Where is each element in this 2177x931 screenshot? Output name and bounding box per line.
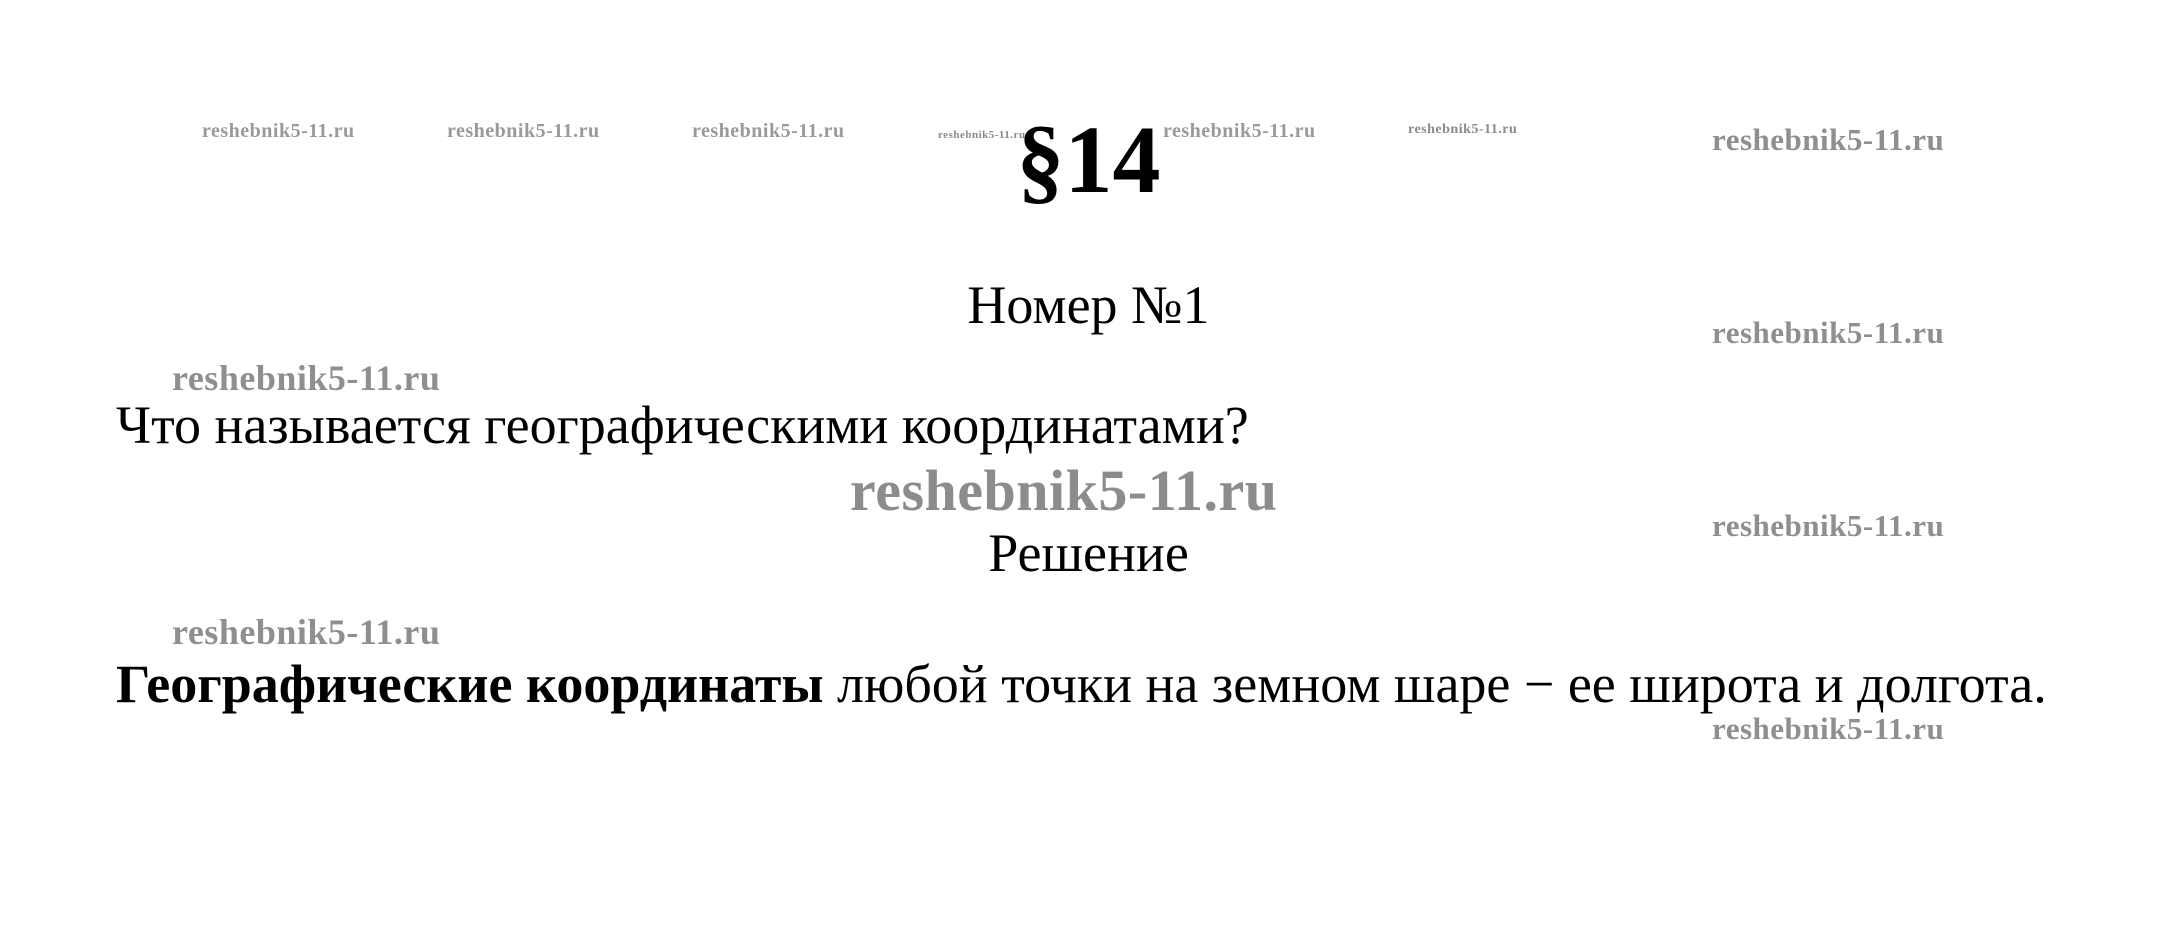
watermark: reshebnik5-11.ru [1712, 508, 1945, 543]
watermark: reshebnik5-11.ru [172, 612, 441, 652]
watermark: reshebnik5-11.ru [1712, 315, 1945, 350]
watermark: reshebnik5-11.ru [202, 120, 355, 142]
watermark: reshebnik5-11.ru [692, 120, 845, 142]
answer-text [116, 652, 2076, 717]
watermark: reshebnik5-11.ru [447, 120, 600, 142]
solution-title: Решение [988, 523, 1189, 583]
answer-bold-term: Географические координаты [116, 654, 824, 714]
watermark: reshebnik5-11.ru [1712, 122, 1945, 157]
watermark: reshebnik5-11.ru [1163, 120, 1316, 142]
answer-rest: любой точки на земном шаре − ее широта и долгота. [823, 654, 2047, 714]
watermark: reshebnik5-11.ru [1408, 122, 1518, 137]
watermark: reshebnik5-11.ru [172, 358, 441, 398]
question-text: Что называется географическими координатами? [116, 395, 1249, 455]
section-heading: §14 [1016, 106, 1161, 213]
watermark: reshebnik5-11.ru [850, 458, 1278, 523]
watermark: reshebnik5-11.ru [1712, 711, 1945, 746]
exercise-number: Номер №1 [967, 275, 1210, 335]
watermark: reshebnik5-11.ru [938, 129, 1026, 141]
